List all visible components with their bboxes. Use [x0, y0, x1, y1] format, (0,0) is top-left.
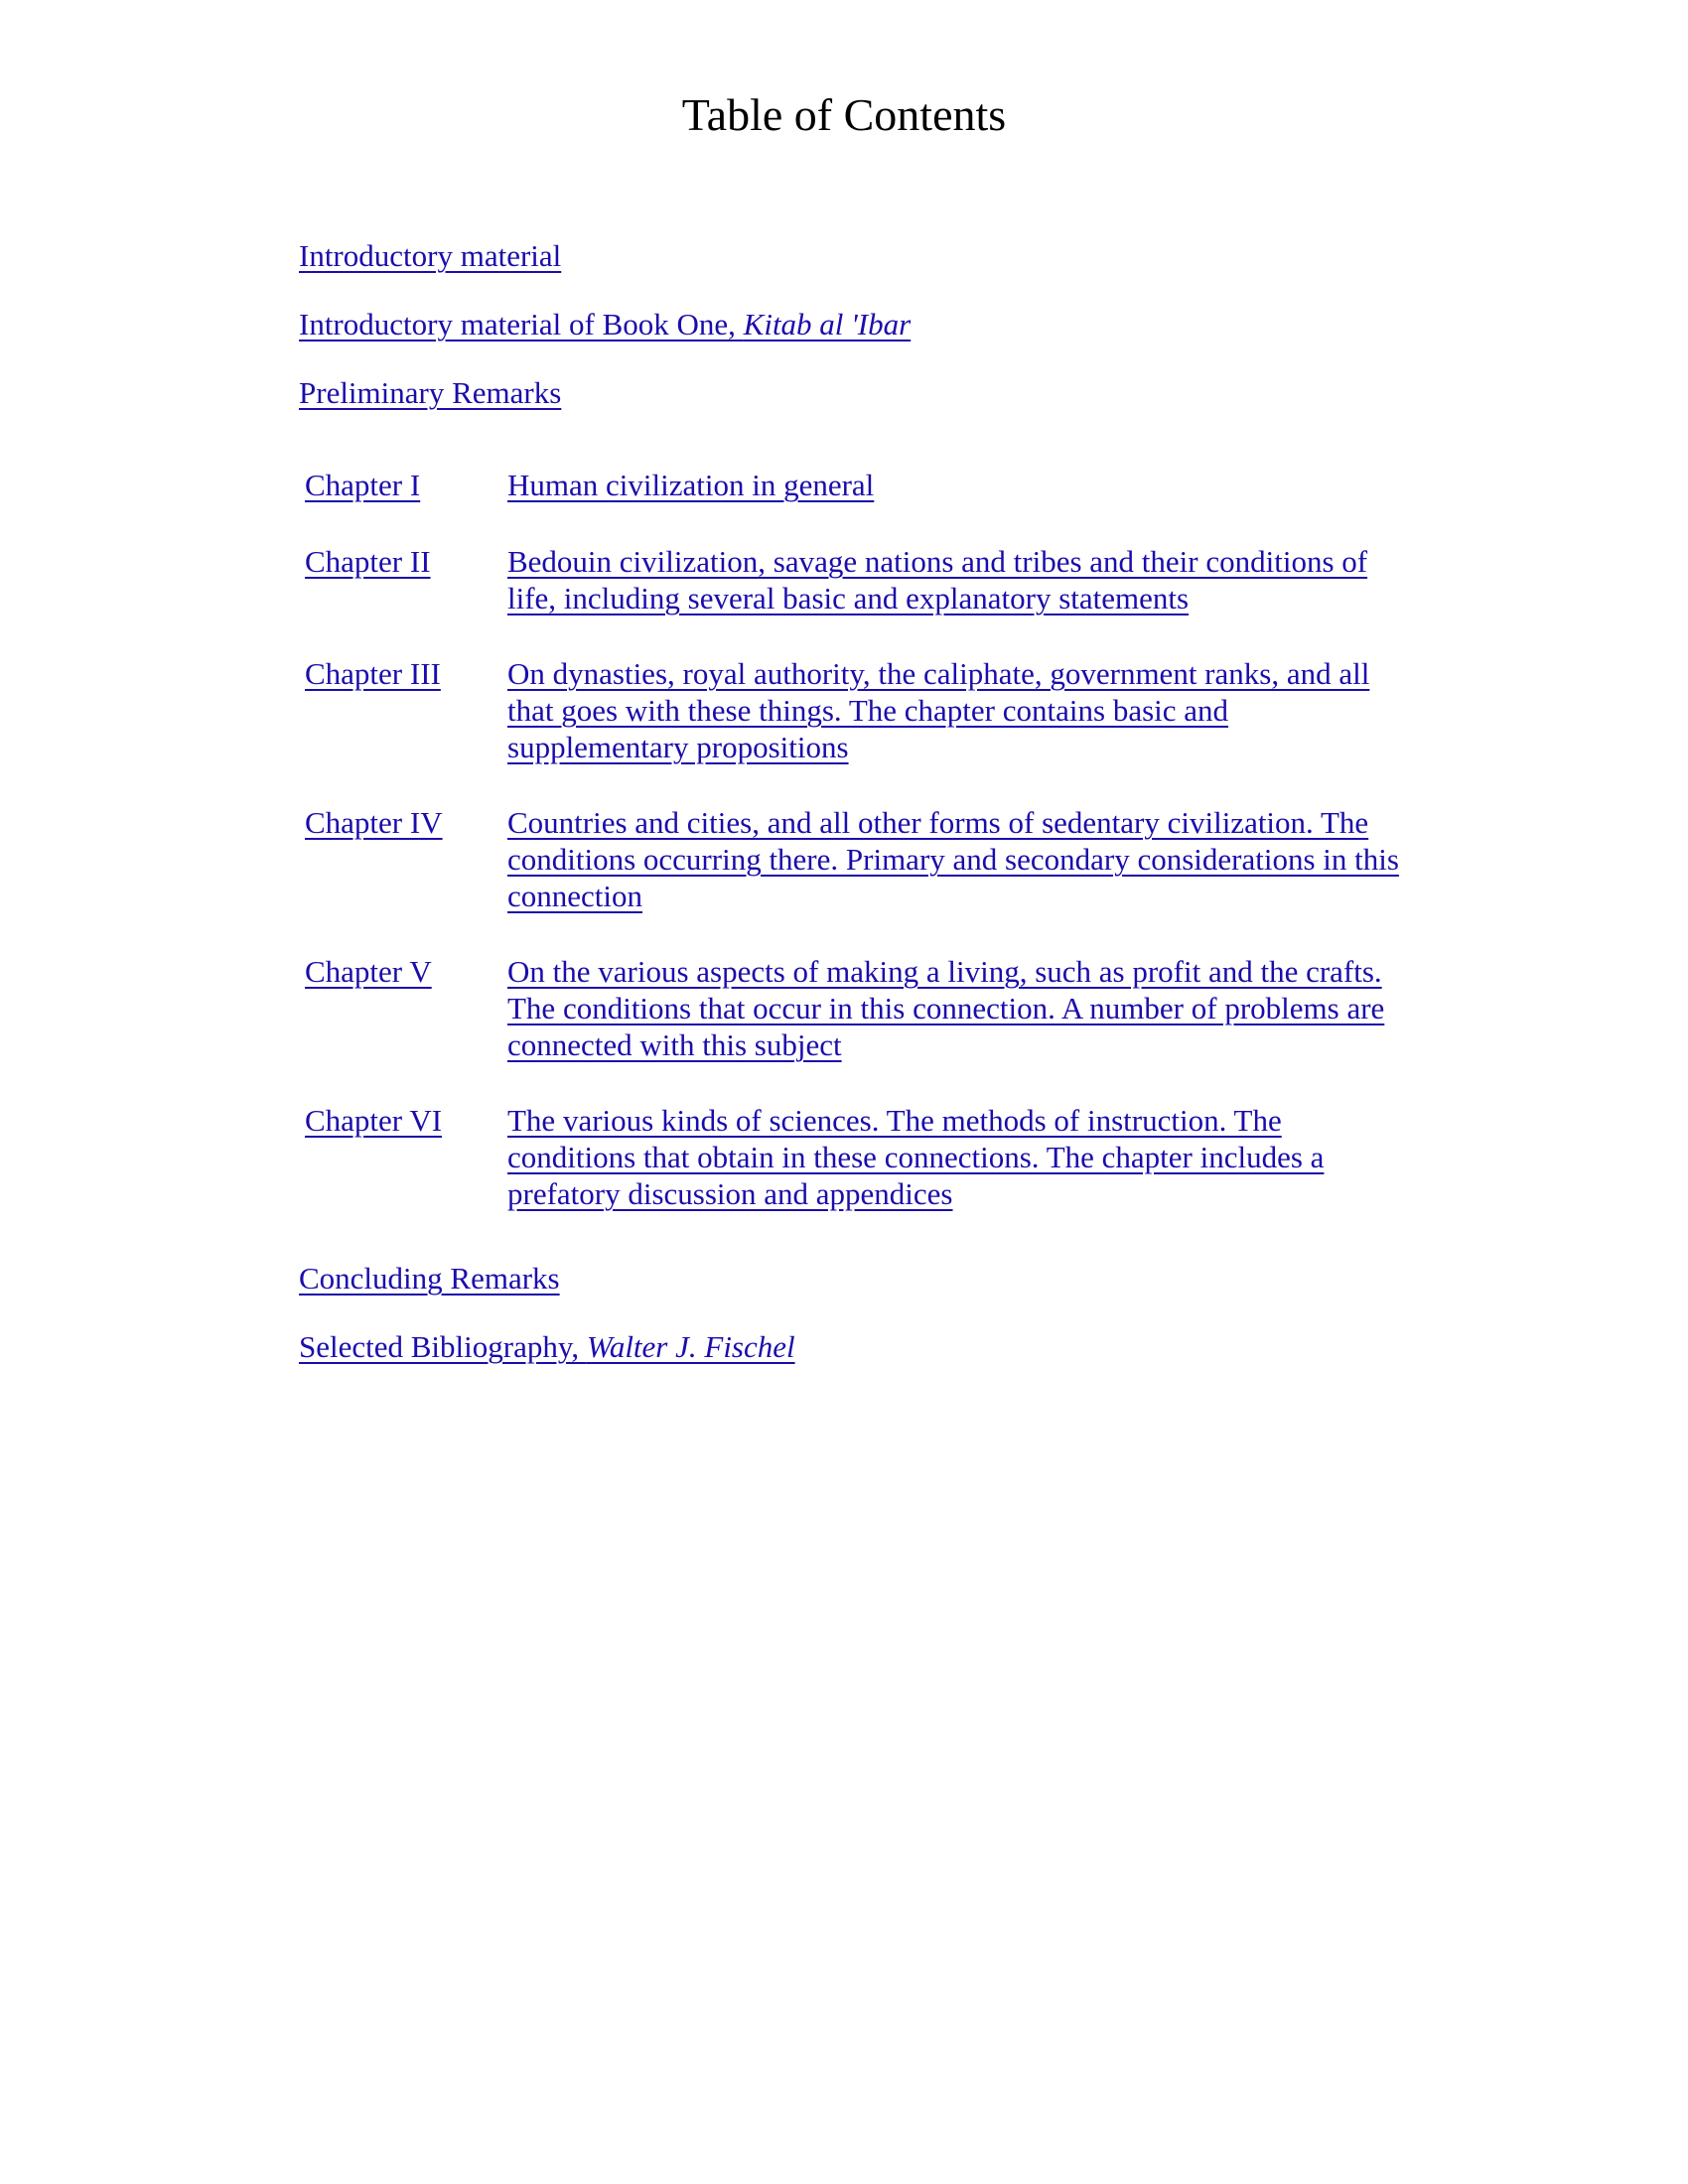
chapter-4-title-link[interactable]: Countries and cities, and all other forms of sedentary civilization. The conditions occurring there. Primary and secondary considerations in this connection: [507, 805, 1399, 913]
chapter-1-title-link[interactable]: Human civilization in general: [507, 468, 875, 502]
link-preliminary-remarks[interactable]: [299, 373, 561, 413]
chapter-4-number-link[interactable]: Chapter IV: [305, 805, 443, 840]
chapter-6-number-link[interactable]: Chapter VI: [305, 1103, 443, 1138]
link-label: Preliminary Remarks: [299, 375, 562, 410]
link-concluding-remarks[interactable]: [299, 1259, 560, 1298]
chapter-3-title-link[interactable]: On dynasties, royal authority, the caliphate, government ranks, and all that goes with these things. The chapter contains basic and supplementary propositions: [507, 656, 1370, 764]
link-introductory-material-book-one[interactable]: [299, 305, 911, 344]
chapter-3-number-link[interactable]: Chapter III: [305, 656, 441, 691]
chapter-6-title-link[interactable]: The various kinds of sciences. The methods of instruction. The conditions that obtain in these connections. The chapter includes a prefatory discussion and appendices: [507, 1103, 1325, 1211]
link-label-italic: Walter J. Fischel: [586, 1329, 795, 1364]
chapter-5-title-link[interactable]: On the various aspects of making a living, such as profit and the crafts. The conditions that occur in this connection. A number of problems are connected with this subject: [507, 954, 1385, 1062]
chapter-5-number-link[interactable]: Chapter V: [305, 954, 432, 989]
chapter-2-title-link[interactable]: Bedouin civilization, savage nations and tribes and their conditions of life, including several basic and explanatory statements: [507, 544, 1368, 615]
link-introductory-material[interactable]: [299, 236, 561, 276]
link-label: Selected Bibliography,: [299, 1329, 587, 1364]
page-title: Table of Contents: [681, 89, 1007, 140]
link-label: Concluding Remarks: [299, 1261, 560, 1296]
link-label-italic: Kitab al 'Ibar: [743, 307, 912, 341]
chapter-1-number-link[interactable]: Chapter I: [305, 468, 421, 502]
chapter-2-number-link[interactable]: Chapter II: [305, 544, 431, 579]
link-label: Introductory material: [299, 238, 562, 273]
link-label: Introductory material of Book One,: [299, 307, 744, 341]
link-selected-bibliography[interactable]: [299, 1327, 795, 1367]
